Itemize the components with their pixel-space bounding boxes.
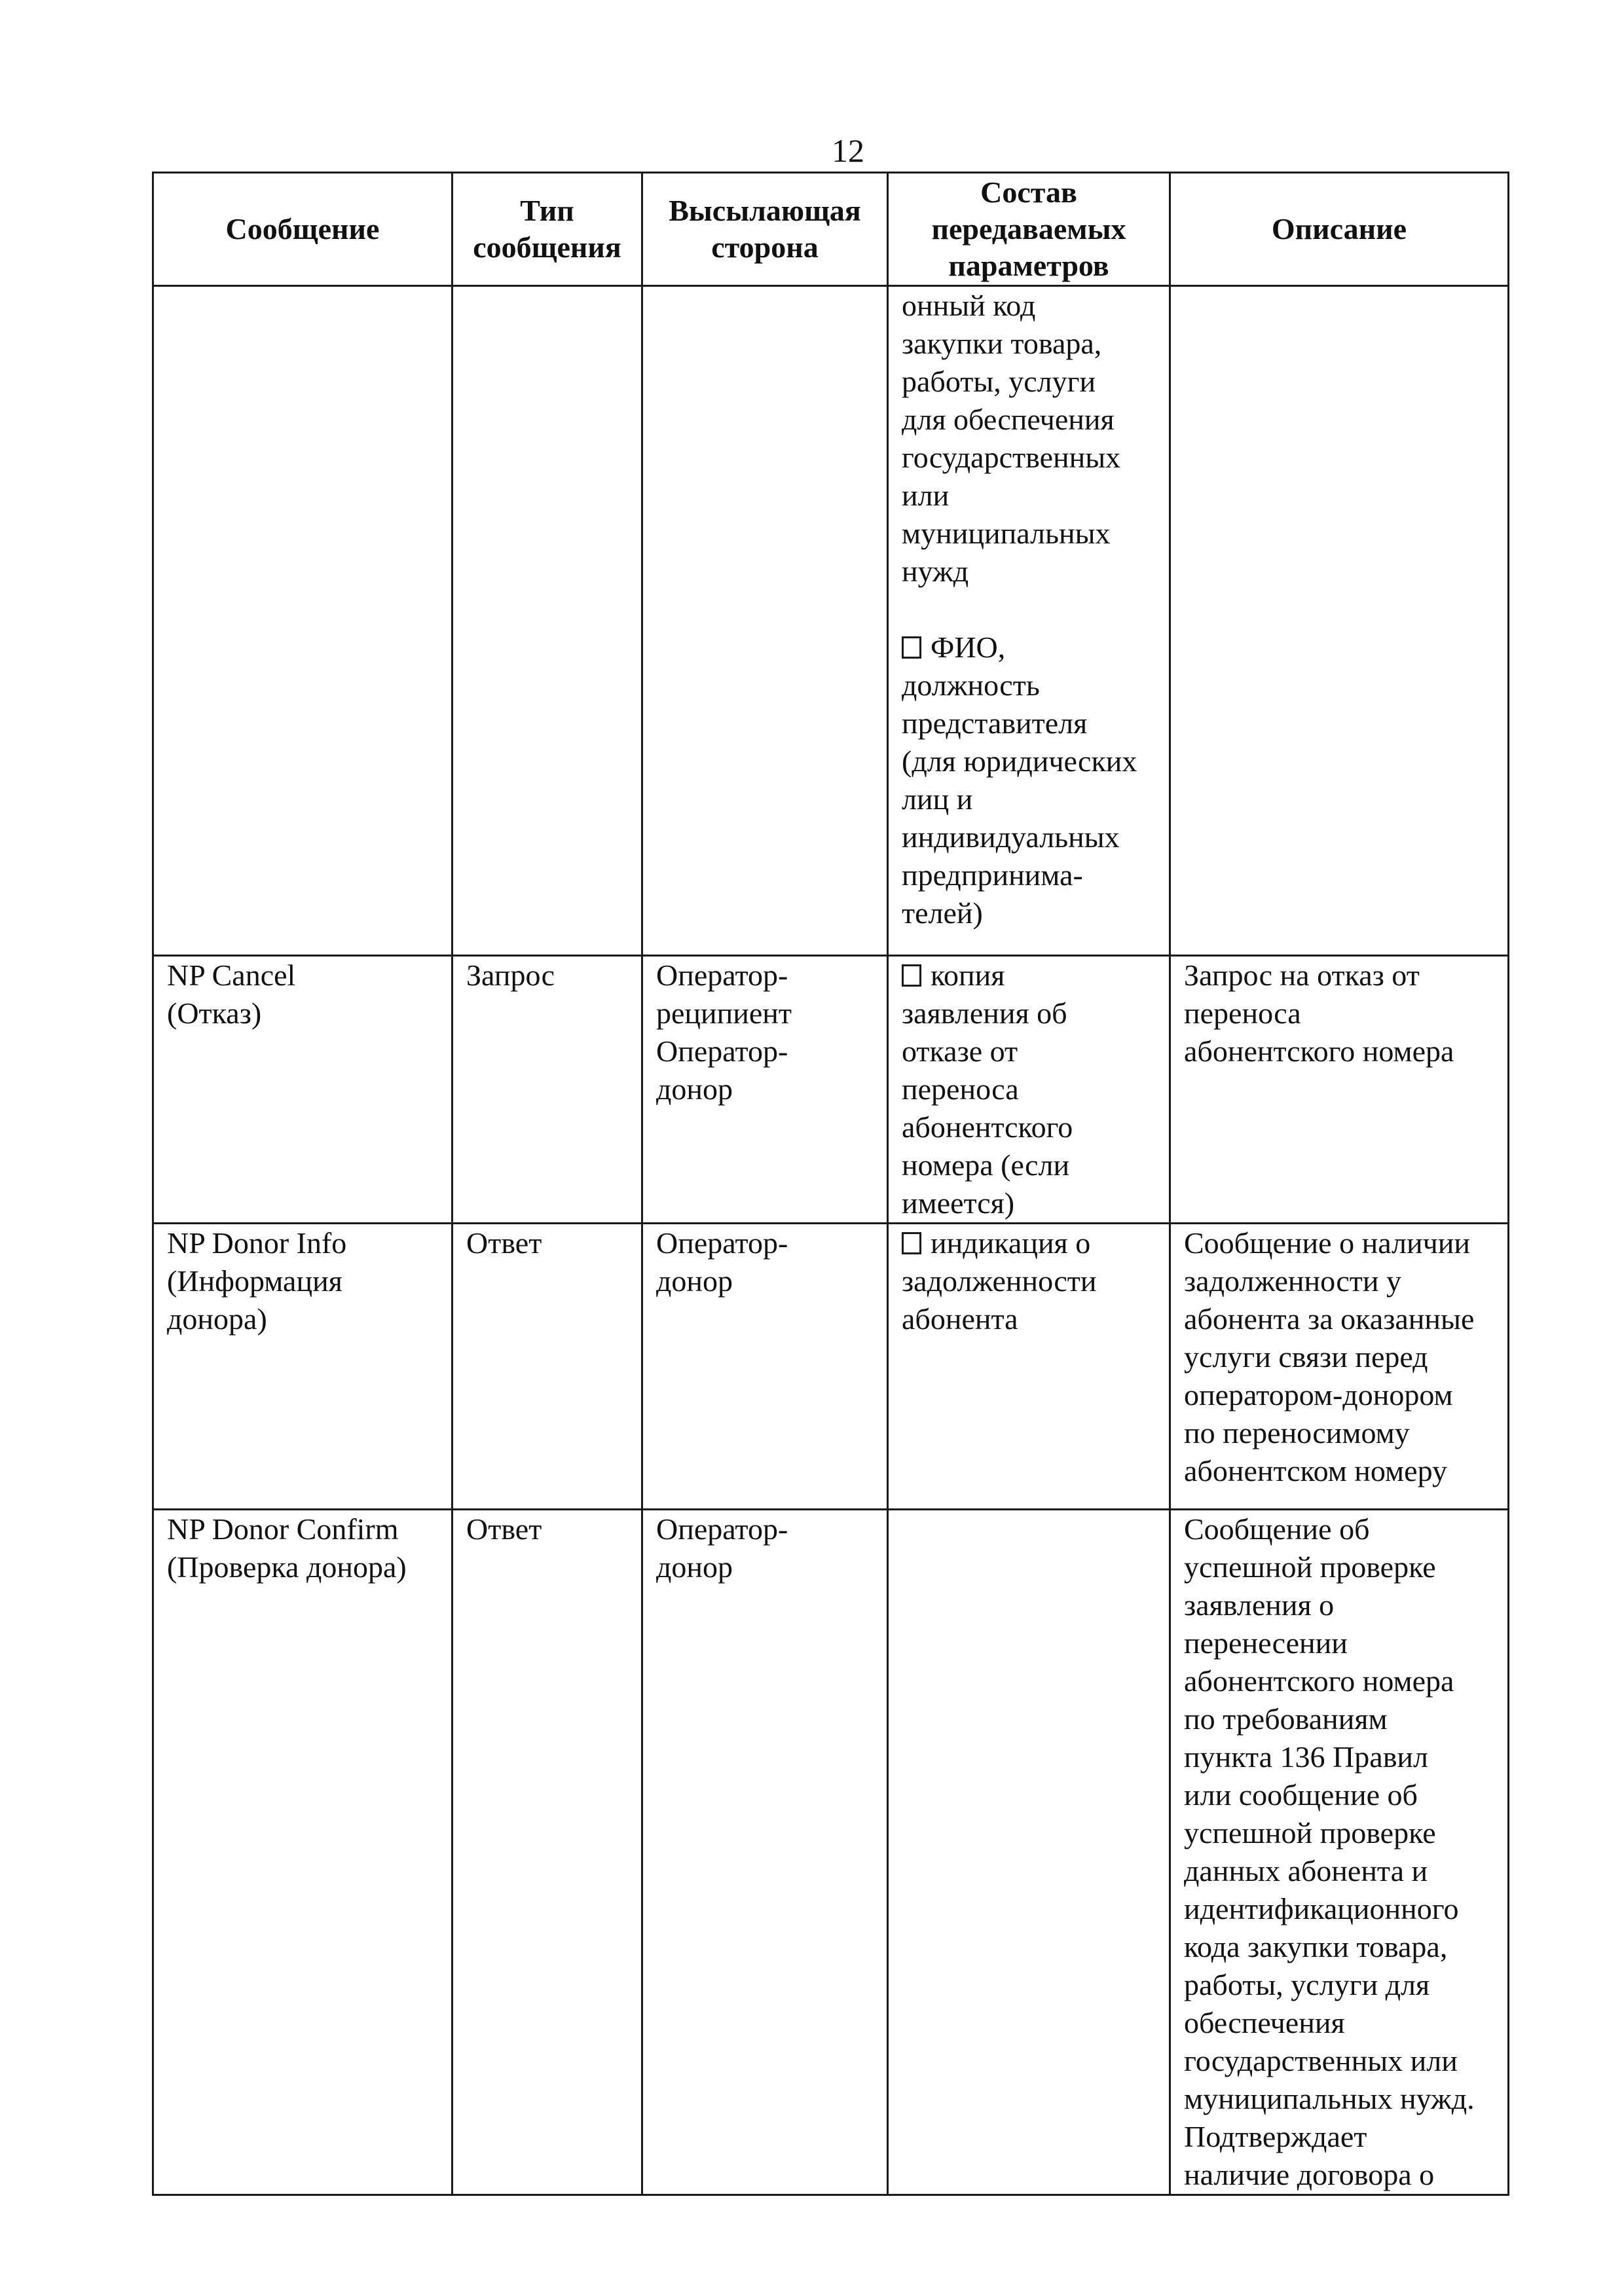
cell-description xyxy=(1170,286,1509,956)
cell-sender: Оператор- реципиент Оператор- донор xyxy=(642,956,888,1224)
table-row xyxy=(153,1224,1509,1510)
param-item: копия заявления об отказе от переноса абонентского номера (если имеется) xyxy=(902,958,1073,1220)
cell-sender: Оператор- донор xyxy=(642,1510,888,2195)
header-type: Тип сообщения xyxy=(452,173,642,286)
cell-message xyxy=(153,286,452,956)
cell-params xyxy=(888,956,1170,1224)
cell-params xyxy=(888,1224,1170,1510)
header-sender: Высылающая сторона xyxy=(642,173,888,286)
checkbox-bullet-icon xyxy=(902,1232,921,1254)
table-row xyxy=(153,956,1509,1224)
header-description: Описание xyxy=(1170,173,1509,286)
message-table xyxy=(152,172,1509,2196)
cell-params xyxy=(888,1510,1170,2195)
cell-message: NP Cancel (Отказ) xyxy=(153,956,452,1224)
cell-message: NP Donor Confirm (Проверка донора) xyxy=(153,1510,452,2195)
checkbox-bullet-icon xyxy=(902,636,921,659)
cell-sender xyxy=(642,286,888,956)
cell-description: Сообщение о наличии задолженности у абонента за оказанные услуги связи перед оператором-донором по переносимому абонентском номеру xyxy=(1170,1224,1509,1510)
cell-type: Запрос xyxy=(452,956,642,1224)
page-number: 12 xyxy=(832,132,864,169)
cell-sender: Оператор- донор xyxy=(642,1224,888,1510)
table-row xyxy=(153,286,1509,956)
header-params: Состав передаваемых параметров xyxy=(888,173,1170,286)
cell-description: Сообщение об успешной проверке заявления о перенесении абонентского номера по требованиям пункта 136 Правил или сообщение об успешной проверке данных абонента и идентификационного кода закупки товара, работы, услуги для обеспечения государственных или муниципальных нужд. Подтверждает наличие договора о xyxy=(1170,1510,1509,2195)
table-row xyxy=(153,1510,1509,2195)
param-item: индикация о задолженности абонента xyxy=(902,1226,1097,1336)
cell-message: NP Donor Info (Информация донора) xyxy=(153,1224,452,1510)
table-header-row xyxy=(153,173,1509,286)
cell-params xyxy=(888,286,1170,956)
param-item: онный код закупки товара, работы, услуги для обеспечения государственных или муниципальных нужд xyxy=(902,289,1121,588)
cell-type: Ответ xyxy=(452,1224,642,1510)
param-item: ФИО, должность представителя (для юридических лиц и индивидуальных предпринима- телей) xyxy=(902,630,1137,930)
checkbox-bullet-icon xyxy=(902,964,921,987)
header-message: Сообщение xyxy=(153,173,452,286)
cell-type: Ответ xyxy=(452,1510,642,2195)
cell-type xyxy=(452,286,642,956)
cell-description: Запрос на отказ от переноса абонентского номера xyxy=(1170,956,1509,1224)
